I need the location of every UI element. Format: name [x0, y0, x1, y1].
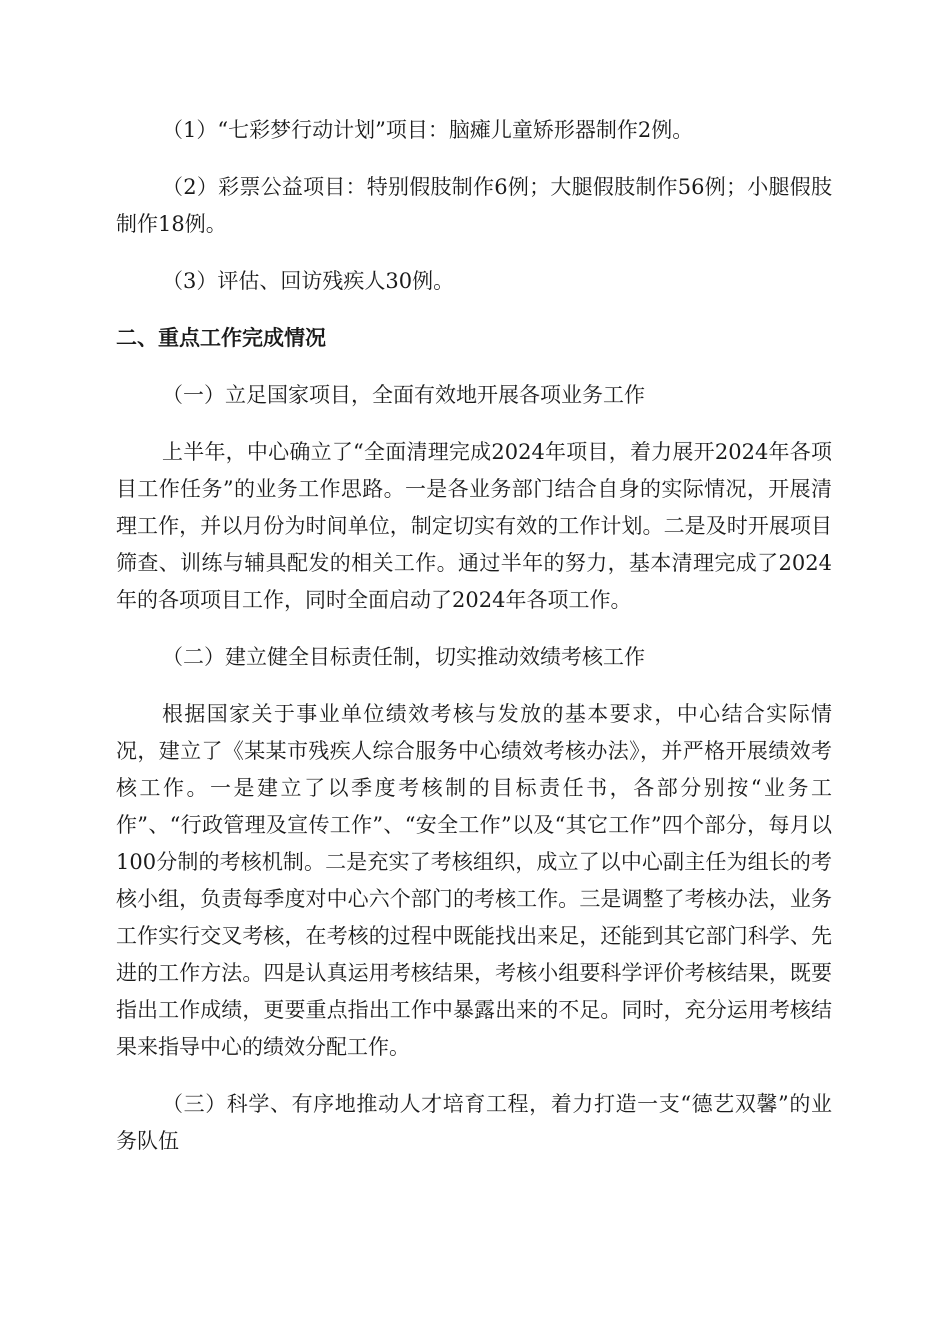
section-heading-key-work: 二、重点工作完成情况 — [116, 326, 326, 350]
subheading-national-projects: （一）立足国家项目，全面有效地开展各项业务工作 — [162, 383, 645, 407]
subheading-responsibility-system: （二）建立健全目标责任制，切实推动效绩考核工作 — [162, 645, 645, 669]
paragraph-assessment: （3）评估、回访残疾人30例。 — [162, 269, 455, 293]
paragraph-lottery-project: （2）彩票公益项目：特别假肢制作6例；大腿假肢制作56例；小腿假肢制作18例。 — [116, 175, 832, 236]
paragraph-project-qicaimeng: （1）“七彩梦行动计划”项目：脑瘫儿童矫形器制作2例。 — [162, 118, 694, 142]
paragraph-first-half-year: 上半年，中心确立了“全面清理完成2024年项目，着力展开2024年各项目工作任务”的业务工作思路。一是各业务部门结合自身的实际情况，开展清理工作，并以月份为时间单位，制定切实有效的工作计划。二是及时开展项目筛查、训练与辅具配发的相关工作。通过半年的努力，基本清理完成了2024年的各项项目工作，同时全面启动了2024年各项工作。 — [116, 440, 832, 612]
subheading-talent-cultivation: （三）科学、有序地推动人才培育工程，着力打造一支“德艺双馨”的业务队伍 — [116, 1092, 832, 1153]
document-body — [116, 112, 832, 1180]
paragraph-performance-assessment: 根据国家关于事业单位绩效考核与发放的基本要求，中心结合实际情况，建立了《某某市残疾人综合服务中心绩效考核办法》，并严格开展绩效考核工作。一是建立了以季度考核制的目标责任书，各部分别按“业务工作”、“行政管理及宣传工作”、“安全工作”以及“其它工作”四个部分，每月以100分制的考核机制。二是充实了考核组织，成立了以中心副主任为组长的考核小组，负责每季度对中心六个部门的考核工作。三是调整了考核办法，业务工作实行交叉考核，在考核的过程中既能找出来足，还能到其它部门科学、先进的工作方法。四是认真运用考核结果，考核小组要科学评价考核结果，既要指出工作成绩，更要重点指出工作中暴露出来的不足。同时，充分运用考核结果来指导中心的绩效分配工作。 — [116, 702, 832, 1059]
